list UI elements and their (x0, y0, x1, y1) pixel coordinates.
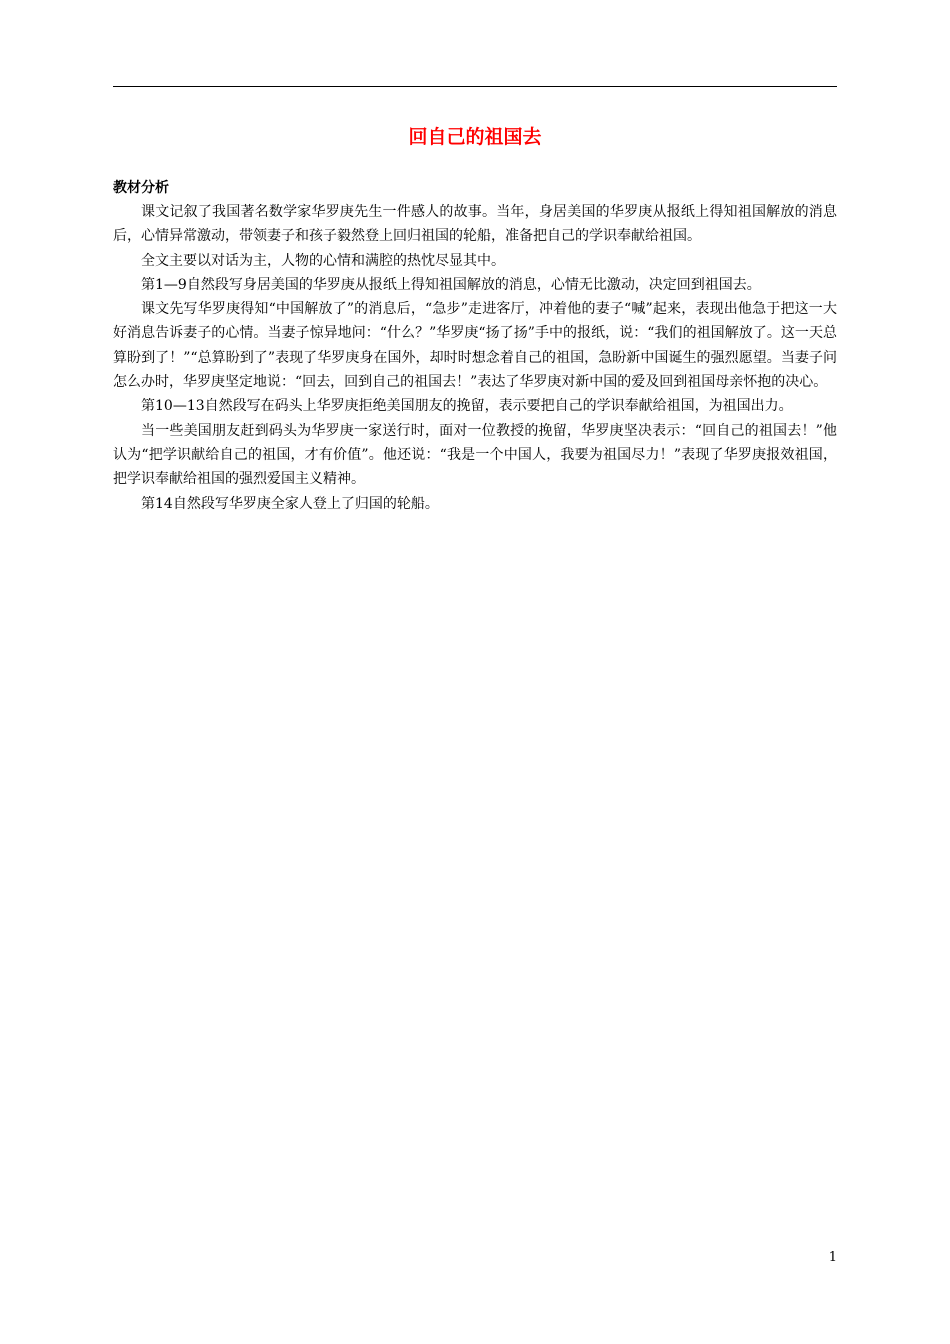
document-body (113, 177, 837, 516)
section-heading: 教材分析 (113, 180, 169, 196)
paragraph-2: 全文主要以对话为主，人物的心情和满腔的热忱尽显其中。 (141, 252, 505, 269)
paragraph-5: 第10—13自然段写在码头上华罗庚拒绝美国朋友的挽留，表示要把自己的学识奉献给祖国，为祖国出力。 (141, 398, 793, 415)
page-title: 回自己的祖国去 (408, 126, 542, 148)
page-number: 1 (828, 1250, 837, 1265)
paragraph-1: 课文记叙了我国著名数学家华罗庚先生一件感人的故事。当年，身居美国的华罗庚从报纸上得知祖国解放的消息后，心情异常激动，带领妻子和孩子毅然登上回归祖国的轮船，准备把自己的学识奉献给祖国。 (113, 204, 837, 245)
paragraph-3: 第1—9自然段写身居美国的华罗庚从报纸上得知祖国解放的消息，心情无比激动，决定回到祖国去。 (141, 276, 761, 293)
paragraph-6: 当一些美国朋友赶到码头为华罗庚一家送行时，面对一位教授的挽留，华罗庚坚决表示：“回自己的祖国去！”他认为“把学识献给自己的祖国，才有价值”。他还说：“我是一个中国人，我要为祖国尽力！”表现了华罗庚报效祖国，把学识奉献给祖国的强烈爱国主义精神。 (113, 422, 837, 488)
header-rule (113, 86, 837, 87)
paragraph-7: 第14自然段写华罗庚全家人登上了归国的轮船。 (141, 495, 439, 512)
paragraph-4: 课文先写华罗庚得知“中国解放了”的消息后，“急步”走进客厅，冲着他的妻子“喊”起来，表现出他急于把这一大好消息告诉妻子的心情。当妻子惊异地问：“什么？”华罗庚“扬了扬”手中的报纸，说：“我们的祖国解放了。这一天总算盼到了！”“总算盼到了”表现了华罗庚身在国外，却时时想念着自己的祖国，急盼新中国诞生的强烈愿望。当妻子问怎么办时，华罗庚坚定地说：“回去，回到自己的祖国去！”表达了华罗庚对新中国的爱及回到祖国母亲怀抱的决心。 (113, 301, 837, 391)
